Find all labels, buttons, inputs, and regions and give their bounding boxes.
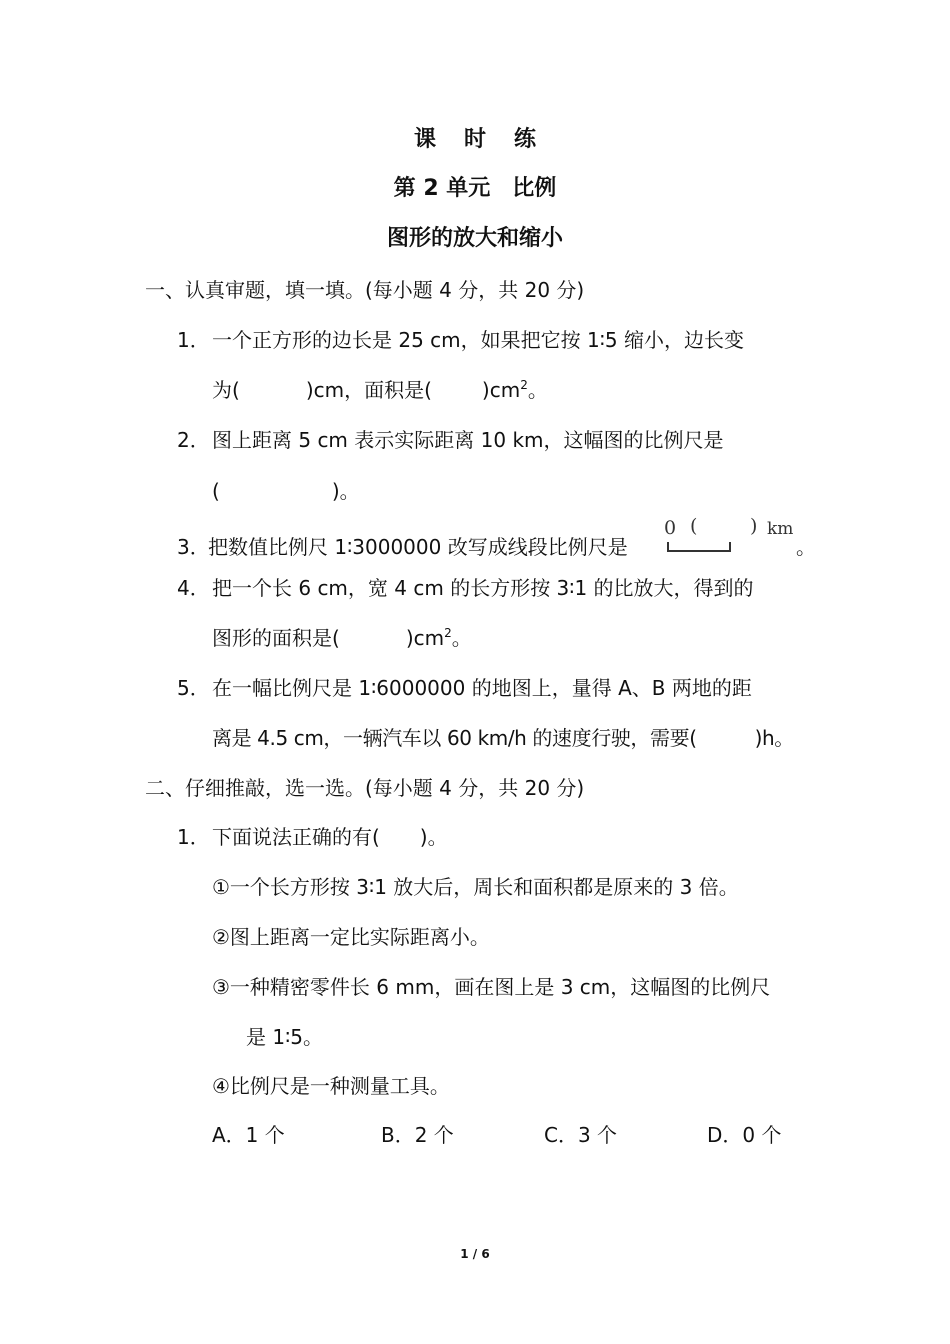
statement-3-cont: 是 1∶5。: [246, 1025, 324, 1049]
line-segment-scale: [664, 514, 799, 554]
s2-q1-number: 1．: [177, 825, 210, 849]
s1-q1-line2: [212, 380, 548, 400]
text-fragment: 图形的面积是(: [212, 626, 340, 650]
title-char: 课: [413, 127, 436, 152]
title-char: 时: [463, 127, 486, 152]
superscript: 2: [444, 626, 452, 640]
s1-q4-line1: 把一个长 6 cm，宽 4 cm 的长方形按 3∶1 的比放大，得到的: [212, 576, 754, 600]
s1-q5-line2: [212, 728, 794, 748]
page-number: 1 / 6: [460, 1247, 490, 1261]
text-fragment: )cm: [481, 378, 521, 402]
choice-c[interactable]: C．3 个: [544, 1123, 618, 1147]
text-fragment: (: [212, 479, 220, 503]
s1-q5-line1: 在一幅比例尺是 1∶6000000 的地图上，量得 A、B 两地的距: [212, 676, 752, 700]
section1-heading: 一、认真审题，填一填。(每小题 4 分，共 20 分): [145, 278, 585, 302]
scale-zero: 0: [664, 517, 677, 539]
s1-q5-number: 5．: [177, 676, 210, 700]
text-fragment: 为(: [212, 378, 240, 402]
worksheet-title: [0, 129, 950, 151]
s1-q1-number: 1．: [177, 328, 210, 352]
s2-q1-stem: 下面说法正确的有( )。: [212, 825, 448, 849]
text-fragment: 离是 4.5 cm，一辆汽车以 60 km/h 的速度行驶，需要(: [212, 726, 697, 750]
scale-unit: km: [767, 519, 794, 539]
s1-q4-line2: [212, 628, 472, 648]
text-fragment: )cm: [405, 626, 445, 650]
scale-paren-open: (: [690, 515, 698, 537]
statement-2: ②图上距离一定比实际距离小。: [212, 925, 490, 949]
superscript: 2: [520, 378, 528, 392]
s1-q2-line1: 图上距离 5 cm 表示实际距离 10 km，这幅图的比例尺是: [212, 428, 724, 452]
text-fragment: 。: [527, 378, 548, 402]
lesson-title: 图形的放大和缩小: [386, 226, 563, 251]
text-fragment: )h。: [754, 726, 794, 750]
s1-q2-number: 2．: [177, 428, 210, 452]
statement-1: ①一个长方形按 3∶1 放大后，周长和面积都是原来的 3 倍。: [212, 875, 739, 899]
choice-d[interactable]: D．0 个: [707, 1123, 782, 1147]
text-fragment: )cm，面积是(: [305, 378, 432, 402]
s1-q3-end: 。: [796, 535, 816, 559]
statement-4: ④比例尺是一种测量工具。: [212, 1074, 450, 1098]
scale-segment: [668, 542, 730, 551]
unit-title: 第 2 单元 比例: [393, 176, 557, 201]
choice-b[interactable]: B．2 个: [381, 1123, 454, 1147]
s1-q4-number: 4．: [177, 576, 210, 600]
scale-paren-close: ): [750, 515, 758, 537]
s1-q3-number: 3．: [177, 535, 210, 559]
text-fragment: )。: [331, 479, 360, 503]
statement-3: ③一种精密零件长 6 mm，画在图上是 3 cm，这幅图的比例尺: [212, 975, 771, 999]
title-char: 练: [514, 127, 537, 152]
s1-q2-line2: [212, 481, 360, 501]
s1-q1-line1: 一个正方形的边长是 25 cm，如果把它按 1∶5 缩小，边长变: [212, 328, 745, 352]
s1-q3-text: 把数值比例尺 1∶3000000 改写成线段比例尺是: [208, 535, 628, 559]
choice-a[interactable]: A．1 个: [212, 1123, 285, 1147]
section2-heading: 二、仔细推敲，选一选。(每小题 4 分，共 20 分): [145, 776, 585, 800]
text-fragment: 。: [451, 626, 472, 650]
